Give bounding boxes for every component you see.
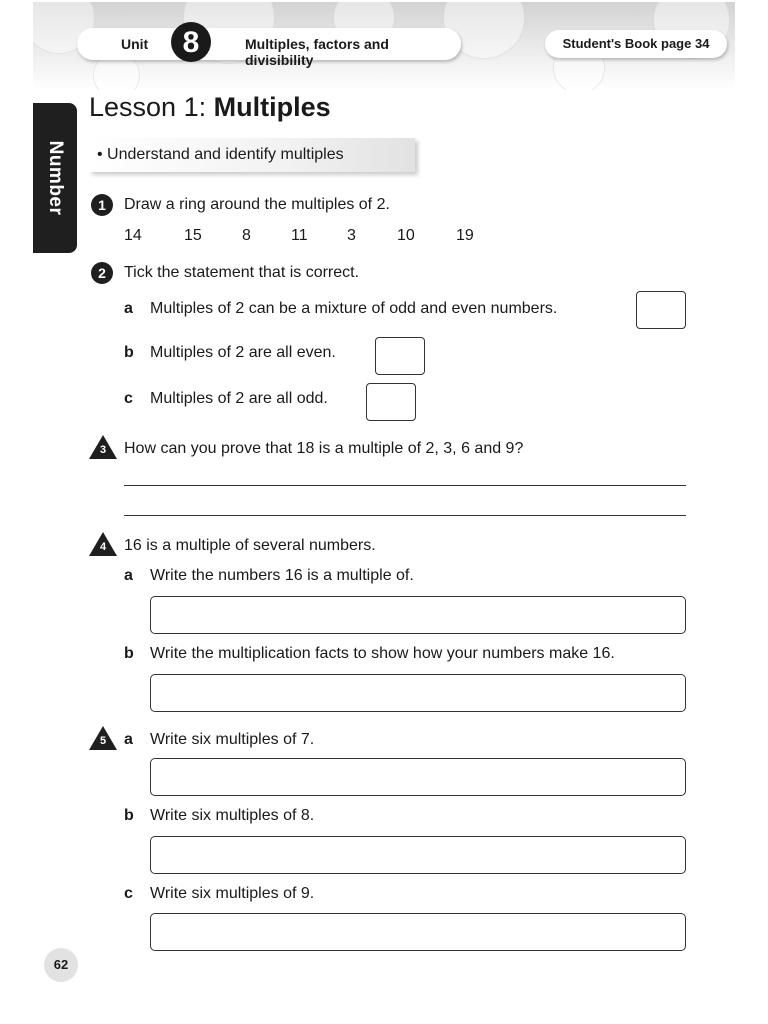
q4-part-a: a Write the numbers 16 is a multiple of.: [124, 567, 414, 584]
q1-number-option[interactable]: 11: [291, 227, 308, 244]
q1-number-option[interactable]: 15: [184, 227, 202, 244]
unit-header: [77, 26, 461, 68]
q1-number-option[interactable]: 14: [124, 227, 142, 244]
q4b-answer-box[interactable]: [150, 674, 686, 712]
q5a-answer-box[interactable]: [150, 758, 686, 796]
question-4-text: 16 is a multiple of several numbers.: [124, 537, 376, 554]
question-4-triangle-icon: 4: [88, 531, 118, 557]
q1-number-option[interactable]: 10: [397, 227, 415, 244]
q5-part-c: c Write six multiples of 9.: [124, 885, 315, 902]
q4a-answer-box[interactable]: [150, 596, 686, 634]
header-band: [33, 2, 735, 90]
lesson-prefix: Lesson 1:: [89, 92, 214, 122]
unit-title: Multiples, factors and divisibility: [245, 36, 389, 68]
q2-option-a: a Multiples of 2 can be a mixture of odd and even numbers.: [124, 300, 558, 317]
q3-answer-line[interactable]: [124, 485, 686, 486]
lesson-name: Multiples: [213, 92, 331, 122]
question-3-text: How can you prove that 18 is a multiple of 2, 3, 6 and 9?: [124, 440, 524, 457]
lesson-title: [89, 92, 331, 123]
q1-number-option[interactable]: 3: [347, 227, 356, 244]
q1-number-option[interactable]: 8: [242, 227, 251, 244]
q4-part-b: b Write the multiplication facts to show how your numbers make 16.: [124, 645, 615, 662]
q2-option-b: b Multiples of 2 are all even.: [124, 344, 336, 361]
question-1-text: Draw a ring around the multiples of 2.: [124, 196, 390, 213]
section-side-tab: [33, 103, 77, 253]
students-book-reference: Student's Book page 34: [545, 30, 727, 58]
question-2-text: Tick the statement that is correct.: [124, 264, 360, 281]
q2-option-a-tick-box[interactable]: [636, 291, 686, 329]
q2-option-c-tick-box[interactable]: [366, 383, 416, 421]
q5b-answer-box[interactable]: [150, 836, 686, 874]
question-2-number-icon: 2: [91, 262, 113, 284]
page-number: 62: [44, 948, 78, 982]
question-1-number-icon: 1: [91, 194, 113, 216]
section-label: Number: [45, 140, 66, 216]
q1-number-option[interactable]: 19: [456, 227, 474, 244]
q2-option-c: c Multiples of 2 are all odd.: [124, 390, 328, 407]
q3-answer-line[interactable]: [124, 515, 686, 516]
question-5-triangle-icon: 5: [88, 725, 118, 751]
q2-option-b-tick-box[interactable]: [375, 337, 425, 375]
question-3-triangle-icon: 3: [88, 434, 118, 460]
q5-part-a: a Write six multiples of 7.: [124, 731, 315, 748]
unit-number-badge: 8: [171, 22, 211, 62]
q5-part-b: b Write six multiples of 8.: [124, 807, 315, 824]
unit-label: Unit: [121, 36, 149, 52]
lesson-objective: • Understand and identify multiples: [89, 138, 415, 172]
q5c-answer-box[interactable]: [150, 913, 686, 951]
